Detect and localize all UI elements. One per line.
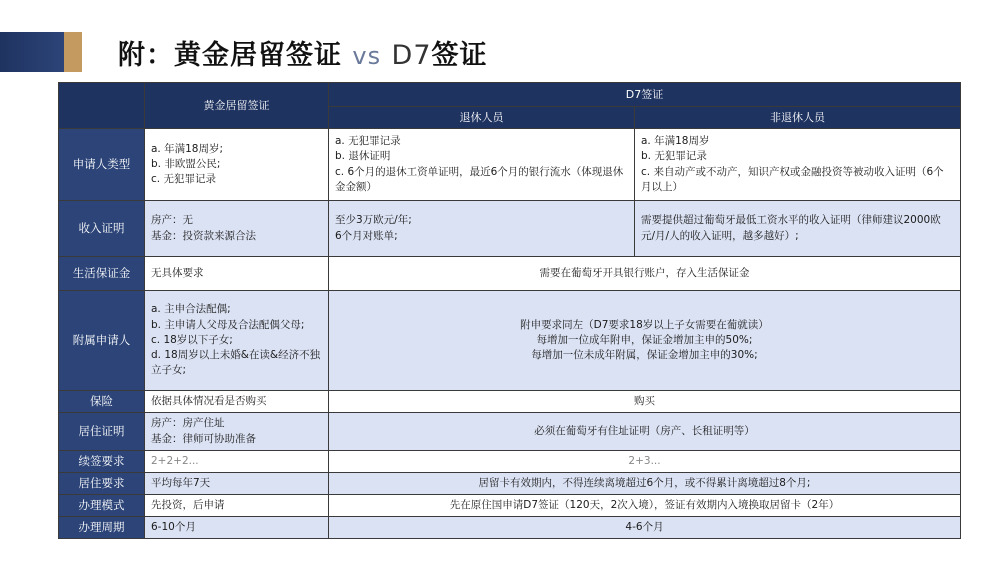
table-row — [59, 201, 961, 257]
table-row — [59, 413, 961, 451]
list-item: 至少3万欧元/年; — [335, 214, 412, 227]
list-item: 房产：房产住址 — [151, 417, 225, 430]
deposit-golden-cell: 无具体要求 — [145, 257, 329, 291]
table-row — [59, 473, 961, 495]
income-golden-cell — [145, 201, 329, 257]
list-item: b. 非欧盟公民; — [151, 157, 221, 170]
list-item: 基金：投资款来源合法 — [151, 229, 256, 242]
list-item: c. 来自动产或不动产，知识产权或金融投资等被动收入证明（6个月以上） — [641, 165, 944, 193]
title-suffix: 签证 — [431, 40, 488, 71]
header-golden: 黄金居留签证 — [145, 83, 329, 129]
list-item: 附申要求同左（D7要求18岁以上子女需要在葡就读） — [520, 318, 769, 331]
list-item: 6个月对账单; — [335, 229, 398, 242]
row-label: 办理模式 — [59, 495, 145, 517]
row-label: 申请人类型 — [59, 129, 145, 201]
renewal-d7-cell: 2+3... — [329, 451, 961, 473]
title-prefix: 附：黄金居留签证 — [118, 40, 342, 71]
row-label: 附属申请人 — [59, 291, 145, 391]
header-d7: D7签证 — [329, 83, 961, 107]
list-item: c. 无犯罪记录 — [151, 173, 216, 186]
row-label: 生活保证金 — [59, 257, 145, 291]
table-row — [59, 517, 961, 539]
income-retired-cell — [329, 201, 635, 257]
row-label: 收入证明 — [59, 201, 145, 257]
header-corner — [59, 83, 145, 129]
page-title — [118, 33, 488, 72]
title-d7: D7 — [391, 40, 432, 71]
mode-golden-cell: 先投资，后申请 — [145, 495, 329, 517]
list-item: c. 18岁以下子女; — [151, 333, 233, 346]
applicant-retired-cell — [329, 129, 635, 201]
period-d7-cell: 4-6个月 — [329, 517, 961, 539]
table-row — [59, 495, 961, 517]
table-row — [59, 129, 961, 201]
header-row — [59, 83, 961, 107]
list-item: 基金：律师可协助准备 — [151, 432, 256, 445]
table-row — [59, 291, 961, 391]
insurance-golden-cell: 依据具体情况看是否购买 — [145, 391, 329, 413]
list-item: 每增加一位成年附申，保证金增加主申的50%; — [536, 333, 753, 346]
income-non-retired-cell: 需要提供超过葡萄牙最低工资水平的收入证明（律师建议2000欧元/月/人的收入证明，越多越好）; — [635, 201, 961, 257]
row-label: 办理周期 — [59, 517, 145, 539]
header-non-retired: 非退休人员 — [635, 107, 961, 129]
mode-d7-cell: 先在原住国申请D7签证（120天，2次入境），签证有效期内入境换取居留卡（2年） — [329, 495, 961, 517]
applicant-golden-cell — [145, 129, 329, 201]
row-label: 居住证明 — [59, 413, 145, 451]
renewal-golden-cell: 2+2+2... — [145, 451, 329, 473]
list-item: a. 年满18周岁 — [641, 135, 710, 148]
list-item: b. 主申请人父母及合法配偶父母; — [151, 318, 305, 331]
list-item: a. 无犯罪记录 — [335, 135, 401, 148]
row-label: 居住要求 — [59, 473, 145, 495]
dependents-golden-cell — [145, 291, 329, 391]
table-row — [59, 391, 961, 413]
list-item: a. 年满18周岁; — [151, 142, 224, 155]
title-vs: vs — [352, 42, 382, 70]
stay-golden-cell: 平均每年7天 — [145, 473, 329, 495]
period-golden-cell: 6-10个月 — [145, 517, 329, 539]
list-item: c. 6个月的退休工资单证明，最近6个月的银行流水（体现退休金金额） — [335, 165, 624, 193]
table-row — [59, 451, 961, 473]
dependents-d7-cell — [329, 291, 961, 391]
stay-d7-cell: 居留卡有效期内，不得连续离境超过6个月，或不得累计离境超过8个月; — [329, 473, 961, 495]
deposit-d7-cell: 需要在葡萄牙开具银行账户，存入生活保证金 — [329, 257, 961, 291]
row-label: 续签要求 — [59, 451, 145, 473]
list-item: 每增加一位未成年附属，保证金增加主申的30%; — [531, 349, 758, 362]
list-item: d. 18周岁以上未婚&在读&经济不独立子女; — [151, 349, 321, 377]
residence-d7-cell: 必须在葡萄牙有住址证明（房产、长租证明等） — [329, 413, 961, 451]
list-item: b. 退休证明 — [335, 150, 391, 163]
applicant-non-retired-cell — [635, 129, 961, 201]
list-item: b. 无犯罪记录 — [641, 150, 707, 163]
header-retired: 退休人员 — [329, 107, 635, 129]
table-row — [59, 257, 961, 291]
list-item: 房产：无 — [151, 214, 193, 227]
insurance-d7-cell: 购买 — [329, 391, 961, 413]
comparison-table — [58, 82, 961, 539]
list-item: a. 主申合法配偶; — [151, 303, 231, 316]
title-accent-bar — [0, 32, 82, 72]
row-label: 保险 — [59, 391, 145, 413]
residence-golden-cell — [145, 413, 329, 451]
